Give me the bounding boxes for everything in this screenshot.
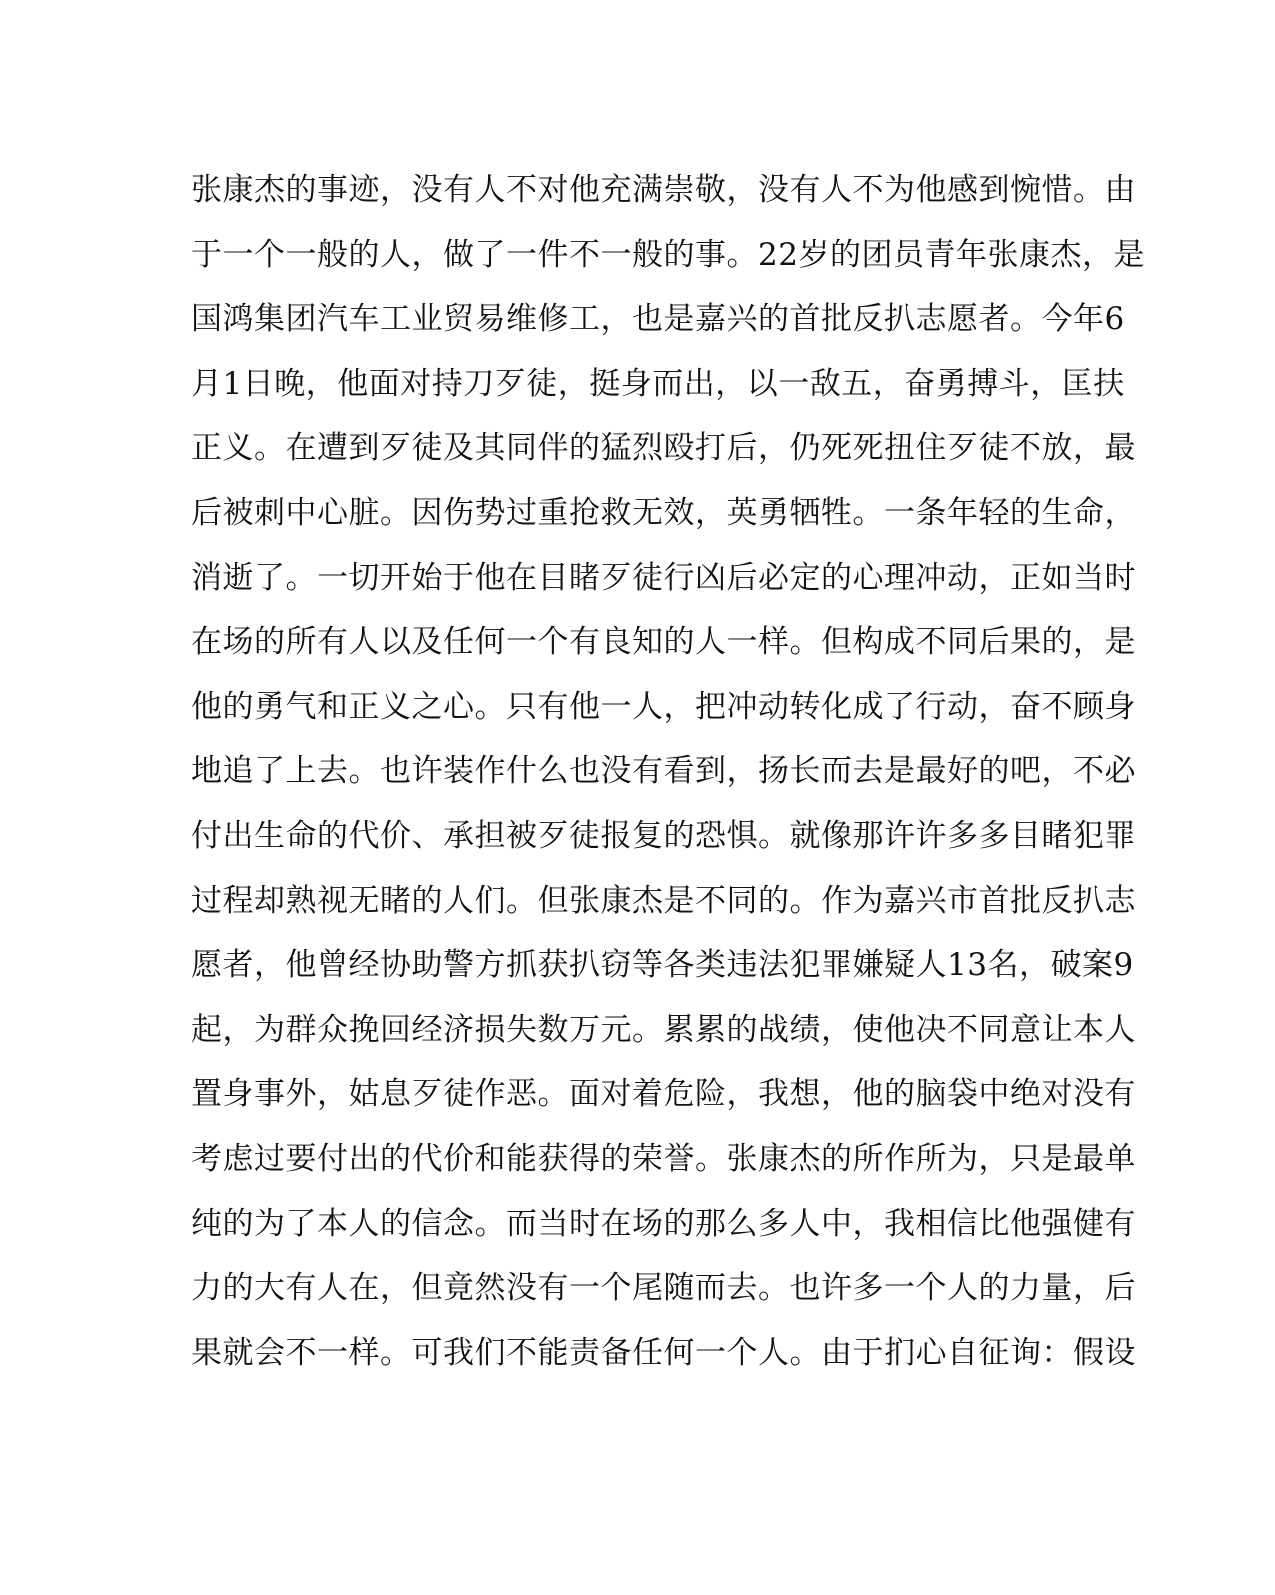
paragraph-line: 付出生命的代价、承担被歹徒报复的恐惧。就像那许许多多目睹犯罪 bbox=[191, 817, 1136, 854]
paragraph-line: 起，为群众挽回经济损失数万元。累累的战绩，使他决不同意让本人 bbox=[191, 1011, 1136, 1048]
paragraph-line: 过程却熟视无睹的人们。但张康杰是不同的。作为嘉兴市首批反扒志 bbox=[191, 882, 1136, 919]
paragraph-line: 地追了上去。也许装作什么也没有看到，扬长而去是最好的吧，不必 bbox=[191, 753, 1136, 790]
paragraph-line: 在场的所有人以及任何一个有良知的人一样。但构成不同后果的，是 bbox=[191, 624, 1136, 661]
paragraph-line: 于一个一般的人，做了一件不一般的事。22岁的团员青年张康杰，是 bbox=[191, 236, 1145, 273]
body-paragraph bbox=[191, 158, 1145, 1385]
paragraph-line: 纯的为了本人的信念。而当时在场的那么多人中，我相信比他强健有 bbox=[191, 1205, 1136, 1242]
paragraph-line: 果就会不一样。可我们不能责备任何一个人。由于扪心自征询：假设 bbox=[191, 1334, 1136, 1371]
paragraph-line: 考虑过要付出的代价和能获得的荣誉。张康杰的所作所为，只是最单 bbox=[191, 1140, 1136, 1177]
paragraph-line: 力的大有人在，但竟然没有一个尾随而去。也许多一个人的力量，后 bbox=[191, 1270, 1136, 1307]
paragraph-line: 消逝了。一切开始于他在目睹歹徒行凶后必定的心理冲动，正如当时 bbox=[191, 559, 1136, 596]
paragraph-line: 正义。在遭到歹徒及其同伴的猛烈殴打后，仍死死扭住歹徒不放，最 bbox=[191, 430, 1136, 467]
paragraph-line: 国鸿集团汽车工业贸易维修工，也是嘉兴的首批反扒志愿者。今年6 bbox=[191, 301, 1125, 338]
paragraph-line: 他的勇气和正义之心。只有他一人，把冲动转化成了行动，奋不顾身 bbox=[191, 688, 1136, 725]
paragraph-line: 后被刺中心脏。因伤势过重抢救无效，英勇牺牲。一条年轻的生命， bbox=[191, 494, 1136, 531]
paragraph-line: 置身事外，姑息歹徒作恶。面对着危险，我想，他的脑袋中绝对没有 bbox=[191, 1076, 1136, 1113]
paragraph-line: 月1日晚，他面对持刀歹徒，挺身而出，以一敌五，奋勇搏斗，匡扶 bbox=[191, 365, 1125, 402]
paragraph-line: 愿者，他曾经协助警方抓获扒窃等各类违法犯罪嫌疑人13名，破案9 bbox=[191, 947, 1134, 984]
paragraph-line: 张康杰的事迹，没有人不对他充满崇敬，没有人不为他感到惋惜。由 bbox=[191, 172, 1136, 208]
